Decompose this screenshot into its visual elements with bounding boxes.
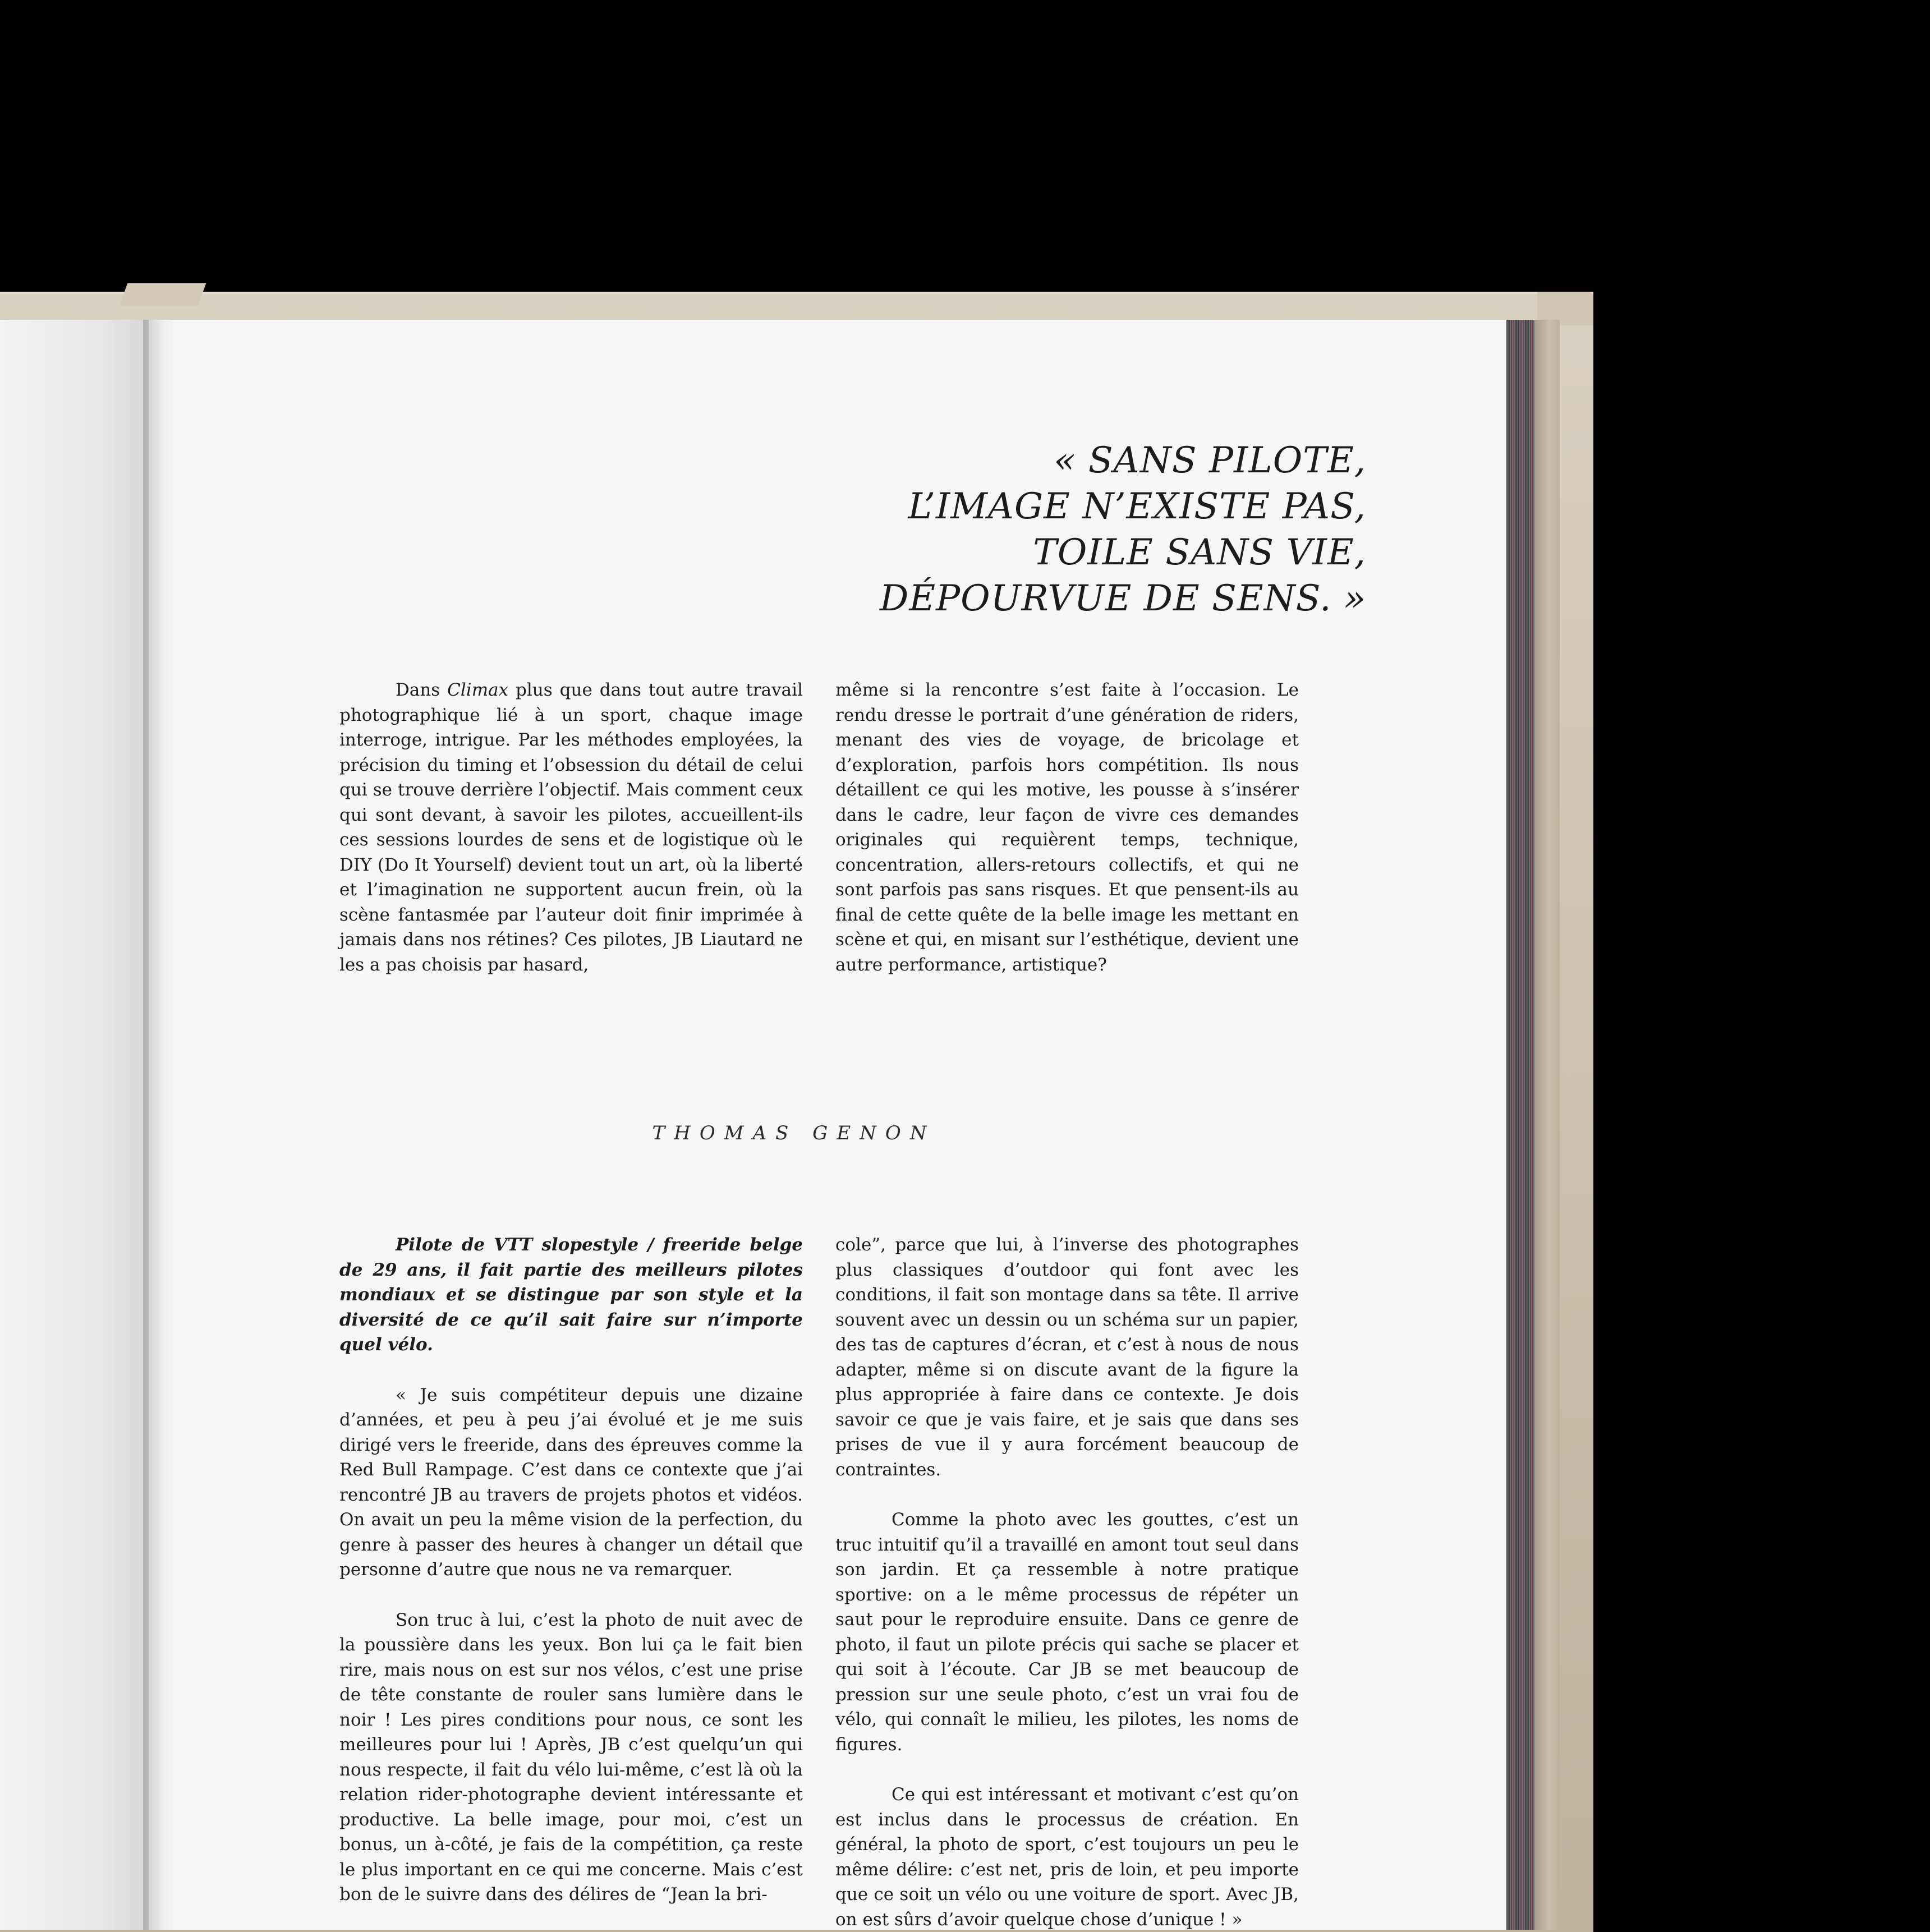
rider-name: THOMAS GENON xyxy=(652,1122,936,1144)
interview-paragraph: Ce qui est intéressant et motivant c’est qu’on est inclus dans le processus de création. En général, la photo de sport, c’est toujours un peu le même délire: c’est net, pris de loin, et peu importe que ce soit un vélo ou une voiture de sport. Avec JB, on est sûrs d’avoir quelque chose d’unique ! » xyxy=(835,1784,1299,1930)
pull-quote-line: L’IMAGE N’EXISTE PAS, xyxy=(908,486,1366,527)
intro-paragraph xyxy=(339,678,803,977)
intro-column-left xyxy=(339,678,803,977)
interview-column-left xyxy=(339,1232,803,1907)
interview-paragraph: Son truc à lui, c’est la photo de nuit avec de la poussière dans les yeux. Bon lui ça le fait bien rire, mais nous on est sur nos vélos, c’est une prise de tête constante de rouler sans lumière dans le noir ! Les pires conditions pour nous, ce sont les meilleures pour lui ! Après, JB c’est quelqu’un qui nous respecte, il fait du vélo lui-même, c’est là où la relation rider-photographe devient intéressante et productive. La belle image, pour moi, c’est un bonus, un à-côté, je fais de la compétition, ça reste le plus important en ce qui me concerne. Mais c’est bon de le suivre dans des délires de “Jean la bri- xyxy=(339,1609,803,1905)
intro-text-start: Dans xyxy=(396,680,448,700)
pull-quote-line: « SANS PILOTE, xyxy=(1054,440,1366,481)
interview-column-right xyxy=(835,1232,1299,1932)
pull-quote xyxy=(693,438,1366,622)
book-title: Climax xyxy=(447,680,509,700)
intro-paragraph-continued: même si la rencontre s’est faite à l’occasion. Le rendu dresse le portrait d’une génération de riders, menant des vies de voyage, de bricolage et d’exploration, parfois hors compétition. Ils nous détaillent ce qui les motive, les pousse à s’insérer dans le cadre, leur façon de vivre ces demandes originales qui requièrent temps, technique, concentration, allers-retours collectifs, et qui ne sont parfois pas sans risques. Et que pensent-ils au final de cette quête de la belle image les mettant en scène et qui, en misant sur l’esthétique, devient une autre performance, artistique? xyxy=(835,680,1299,975)
intro-column-right xyxy=(835,678,1299,977)
pull-quote-line: TOILE SANS VIE, xyxy=(1033,532,1366,573)
cover-edge xyxy=(1534,320,1560,1930)
interview-paragraph-continued: cole”, parce que lui, à l’inverse des photographes plus classiques d’outdoor qui font avec les conditions, il fait son montage dans sa tête. Il arrive souvent avec un dessin ou un schéma sur un papier, des tas de captures d’écran, et c’est à nous de nous adapter, même si on discute avant de la figure la plus appropriée à faire dans ce contexte. Je dois savoir ce que je vais faire, et je sais que dans ses prises de vue il y aura forcément beaucoup de contraintes. xyxy=(835,1235,1299,1480)
pull-quote-line: DÉPOURVUE DE SENS. » xyxy=(880,578,1366,619)
intro-text-rest: plus que dans tout autre travail photographique lié à un sport, chaque image interroge, intrigue. Par les méthodes employées, la précision du timing et l’obsession du détail de celui qui se trouve derrière l’objectif. Mais comment ceux qui sont devant, à savoir les pilotes, accueillent-ils ces sessions lourdes de sens et de logistique où le DIY (Do It Yourself) devient tout un art, où la liberté et l’imagination ne supportent aucun frein, où la scène fantasmée par l’auteur doit finir imprimée à jamais dans nos rétines? Ces pilotes, JB Liautard ne les a pas choisis par hasard, xyxy=(339,680,803,975)
interview-paragraph: Comme la photo avec les gouttes, c’est un truc intuitif qu’il a travaillé en amont tout seul dans son jardin. Et ça ressemble à notre pratique sportive: on a le même processus de répéter un saut pour le reproduire ensuite. Dans ce genre de photo, il faut un pilote précis qui sache se placer et qui soit à l’écoute. Car JB se met beaucoup de pression sur une seule photo, c’est un vrai fou de vélo, qui connaît le milieu, les pilotes, les noms de figures. xyxy=(835,1510,1299,1755)
page-edges xyxy=(1506,320,1534,1930)
spine-shadow xyxy=(143,320,177,1930)
rider-intro: Pilote de VTT slopestyle / freeride belge de 29 ans, il fait partie des meilleurs pilotes mondiaux et se distingue par son style et la diversité de ce qu’il sait faire sur n’importe quel vélo. xyxy=(339,1235,803,1355)
interview-paragraph: « Je suis compétiteur depuis une dizaine d’années, et peu à peu j’ai évolué et je me suis dirigé vers le freeride, dans des épreuves comme la Red Bull Rampage. C’est dans ce contexte que j’ai rencontré JB au travers de projets photos et vidéos. On avait un peu la même vision de la perfection, du genre à passer des heures à changer un détail que personne d’autre que nous ne va remarquer. xyxy=(339,1384,803,1580)
left-page xyxy=(0,320,149,1930)
cover-flap xyxy=(120,283,206,306)
